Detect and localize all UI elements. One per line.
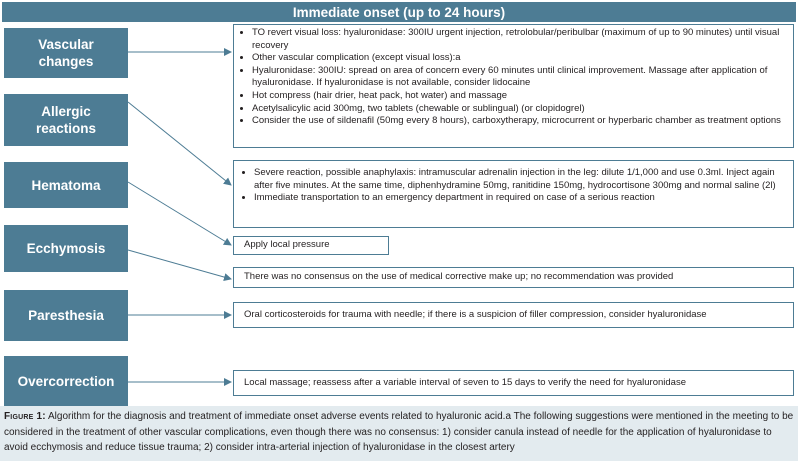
- category-ecchymosis-label: Ecchymosis: [26, 241, 106, 256]
- treatment-item: • Severe reaction, possible anaphylaxis: intramuscular adrenalin injection in the leg: dilute 1/1,000 and use 0.3ml. Inject again after five minutes. At the same time, diphenhydramine 50mg, ranitidine 150mg, hydrocortisone 300mg and normal saline (2l): [254, 167, 785, 192]
- treatment-item: • Consider the use of sildenafil (50mg every 8 hours), carboxytherapy, microcurrent or hyperbaric chamber as treatment options: [252, 115, 787, 128]
- category-hematoma-label: Hematoma: [31, 177, 101, 193]
- category-vascular-line1: Vascular: [38, 37, 94, 52]
- arrow-hematoma: [128, 182, 231, 245]
- category-overcorrection-label: Overcorrection: [17, 374, 115, 389]
- treatment-item: • Hot compress (hair drier, heat pack, hot water) and massage: [252, 90, 787, 103]
- treatment-item: • Other vascular complication (except visual loss):a: [252, 52, 787, 65]
- treatment-hematoma-text: Apply local pressure: [244, 239, 330, 251]
- treatment-item: • TO revert visual loss: hyaluronidase: 300IU urgent injection, retrolobular/peribulbar (maximum of up to 90 minutes) until visual recovery: [252, 27, 787, 52]
- category-vascular-line2: changes: [38, 54, 94, 69]
- treatment-item: • Immediate transportation to an emergency department in required on case of a serious reaction: [254, 192, 785, 205]
- category-allergic-line2: reactions: [35, 121, 97, 136]
- arrow-ecchymosis: [128, 250, 231, 279]
- caption-label: Figure 1:: [4, 411, 46, 422]
- treatment-item: • Acetylsalicylic acid 300mg, two tablets (chewable or sublingual) (or clopidogrel): [252, 103, 787, 116]
- caption-text: Algorithm for the diagnosis and treatment of immediate onset adverse events related to hyaluronic acid.a The following suggestions were mentioned in the meeting to be considered in the treatment of other vascular complications, even though there was no consensus: 1) consider canula instead of needle for the application of hyaluronidase to avoid ecchymosis and reduce tissue trauma; 2) consider intra-arterial injection of hyaluronidase in the closest artery: [4, 411, 794, 453]
- figure-caption: [0, 406, 798, 461]
- treatment-item: • Hyaluronidase: 300IU: spread on area of concern every 60 minutes until clinical improvement. Massage after application of hyaluronidase. If hyaluronidase is not available, consider lidocaine: [252, 65, 787, 90]
- treatment-overcorrection-text: Local massage; reassess after a variable interval of seven to 15 days to verify the need for hyaluronidase: [244, 376, 686, 388]
- header-title: Immediate onset (up to 24 hours): [292, 4, 506, 20]
- treatment-ecchymosis-text: There was no consensus on the use of medical corrective make up; no recommendation was provided: [244, 271, 674, 283]
- category-allergic-line1: Allergic: [41, 104, 91, 119]
- arrow-allergic: [128, 102, 231, 185]
- treatment-paresthesia-text: Oral corticosteroids for trauma with needle; if there is a suspicion of filler compression, consider hyaluronidase: [244, 308, 707, 320]
- category-paresthesia-label: Paresthesia: [28, 308, 104, 323]
